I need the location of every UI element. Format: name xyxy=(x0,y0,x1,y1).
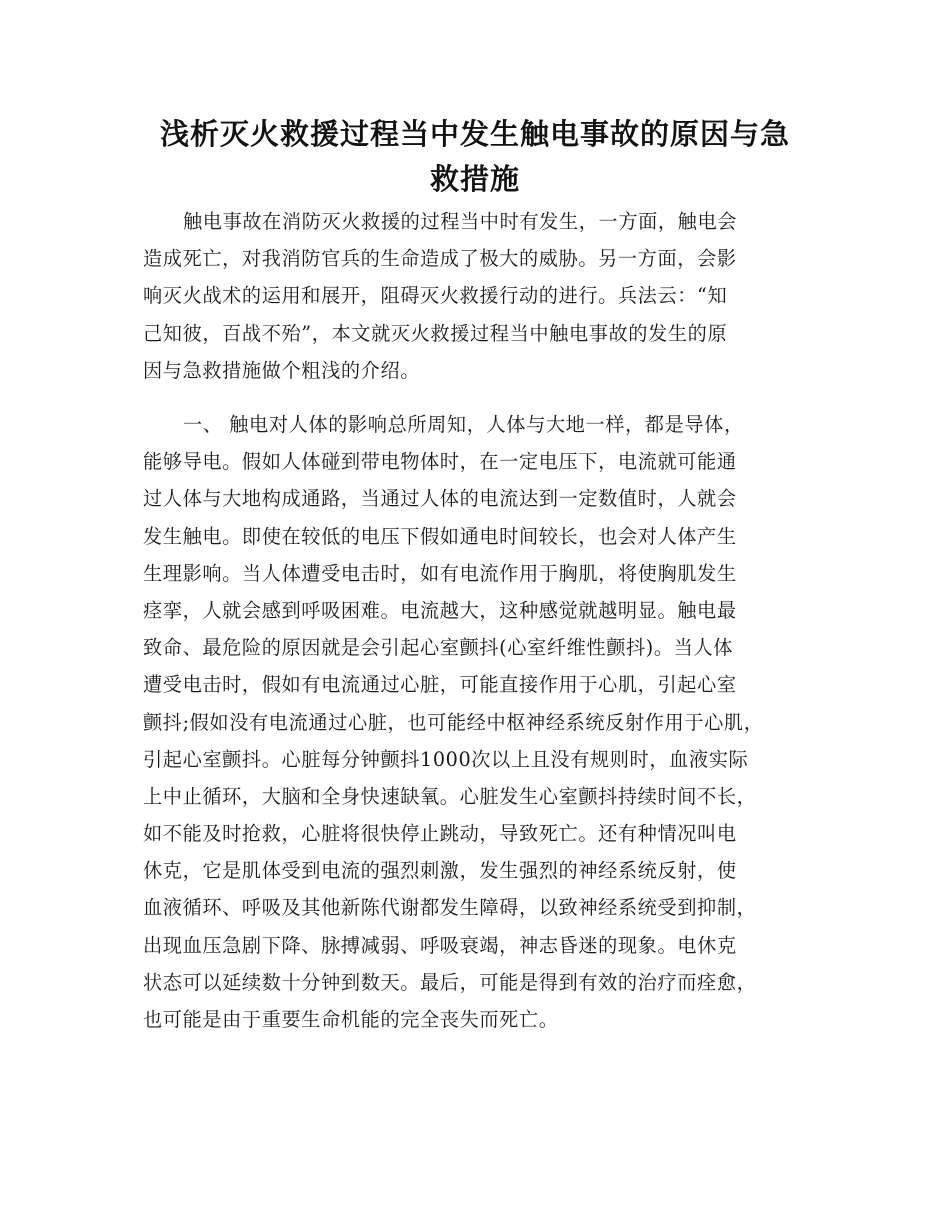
paragraph-line: 致命、最危险的原因就是会引起心室颤抖(心室纤维性颤抖)。当人体 xyxy=(143,636,734,660)
paragraph-line: 血液循环、呼吸及其他新陈代谢都发生障碍，以致神经系统受到抑制， xyxy=(143,896,757,920)
paragraph-line: 己知彼，百战不殆”，本文就灭火救援过程当中触电事故的发生的原 xyxy=(143,321,728,345)
title-line-2: 救措施 xyxy=(429,162,520,196)
paragraph-line: 痉挛，人就会感到呼吸困难。电流越大，这种感觉就越明显。触电最 xyxy=(143,598,737,622)
paragraph-line: 触电事故在消防灭火救援的过程当中时有发生，一方面，触电会 xyxy=(183,210,738,233)
paragraph-line: 能够导电。假如人体碰到带电物体时，在一定电压下，电流就可能通 xyxy=(143,450,737,474)
paragraph-line: 也可能是由于重要生命机能的完全丧失而死亡。 xyxy=(143,1008,559,1031)
paragraph-line: 因与急救措施做个粗浅的介绍。 xyxy=(143,358,421,382)
paragraph-line: 状态可以延续数十分钟到数天。最后，可能是得到有效的治疗而痊愈， xyxy=(143,970,757,994)
paragraph-section-1 xyxy=(143,406,803,1038)
paragraph-line: 发生触电。即使在较低的电压下假如通电时间较长，也会对人体产生 xyxy=(143,524,737,548)
paragraph-line: 颤抖;假如没有电流通过心脏，也可能经中枢神经系统反射作用于心肌， xyxy=(143,710,764,734)
paragraph-line: 一、 触电对人体的影响总所周知，人体与大地一样，都是导体， xyxy=(183,413,744,436)
title-line-1: 浅析灭火救援过程当中发生触电事故的原因与急 xyxy=(159,117,790,151)
document-title xyxy=(140,112,810,202)
paragraph-intro xyxy=(143,203,803,389)
paragraph-line: 引起心室颤抖。心脏每分钟颤抖1000次以上且没有规则时，血液实际 xyxy=(143,747,749,771)
paragraph-line: 响灭火战术的运用和展开，阻碍灭火救援行动的进行。兵法云：“知 xyxy=(143,284,728,308)
paragraph-line: 生理影响。当人体遭受电击时，如有电流作用于胸肌，将使胸肌发生 xyxy=(143,561,737,585)
paragraph-line: 遭受电击时，假如有电流通过心脏，可能直接作用于心肌，引起心室 xyxy=(143,673,737,697)
paragraph-line: 如不能及时抢救，心脏将很快停止跳动，导致死亡。还有种情况叫电 xyxy=(143,822,737,846)
paragraph-line: 上中止循环，大脑和全身快速缺氧。心脏发生心室颤抖持续时间不长， xyxy=(143,784,757,808)
paragraph-line: 造成死亡，对我消防官兵的生命造成了极大的威胁。另一方面，会影 xyxy=(143,247,737,271)
paragraph-line: 出现血压急剧下降、脉搏减弱、呼吸衰竭，神志昏迷的现象。电休克 xyxy=(143,933,737,957)
paragraph-line: 休克，它是肌体受到电流的强烈刺激，发生强烈的神经系统反射，使 xyxy=(143,859,737,883)
paragraph-line: 过人体与大地构成通路，当通过人体的电流达到一定数值时，人就会 xyxy=(143,487,737,511)
